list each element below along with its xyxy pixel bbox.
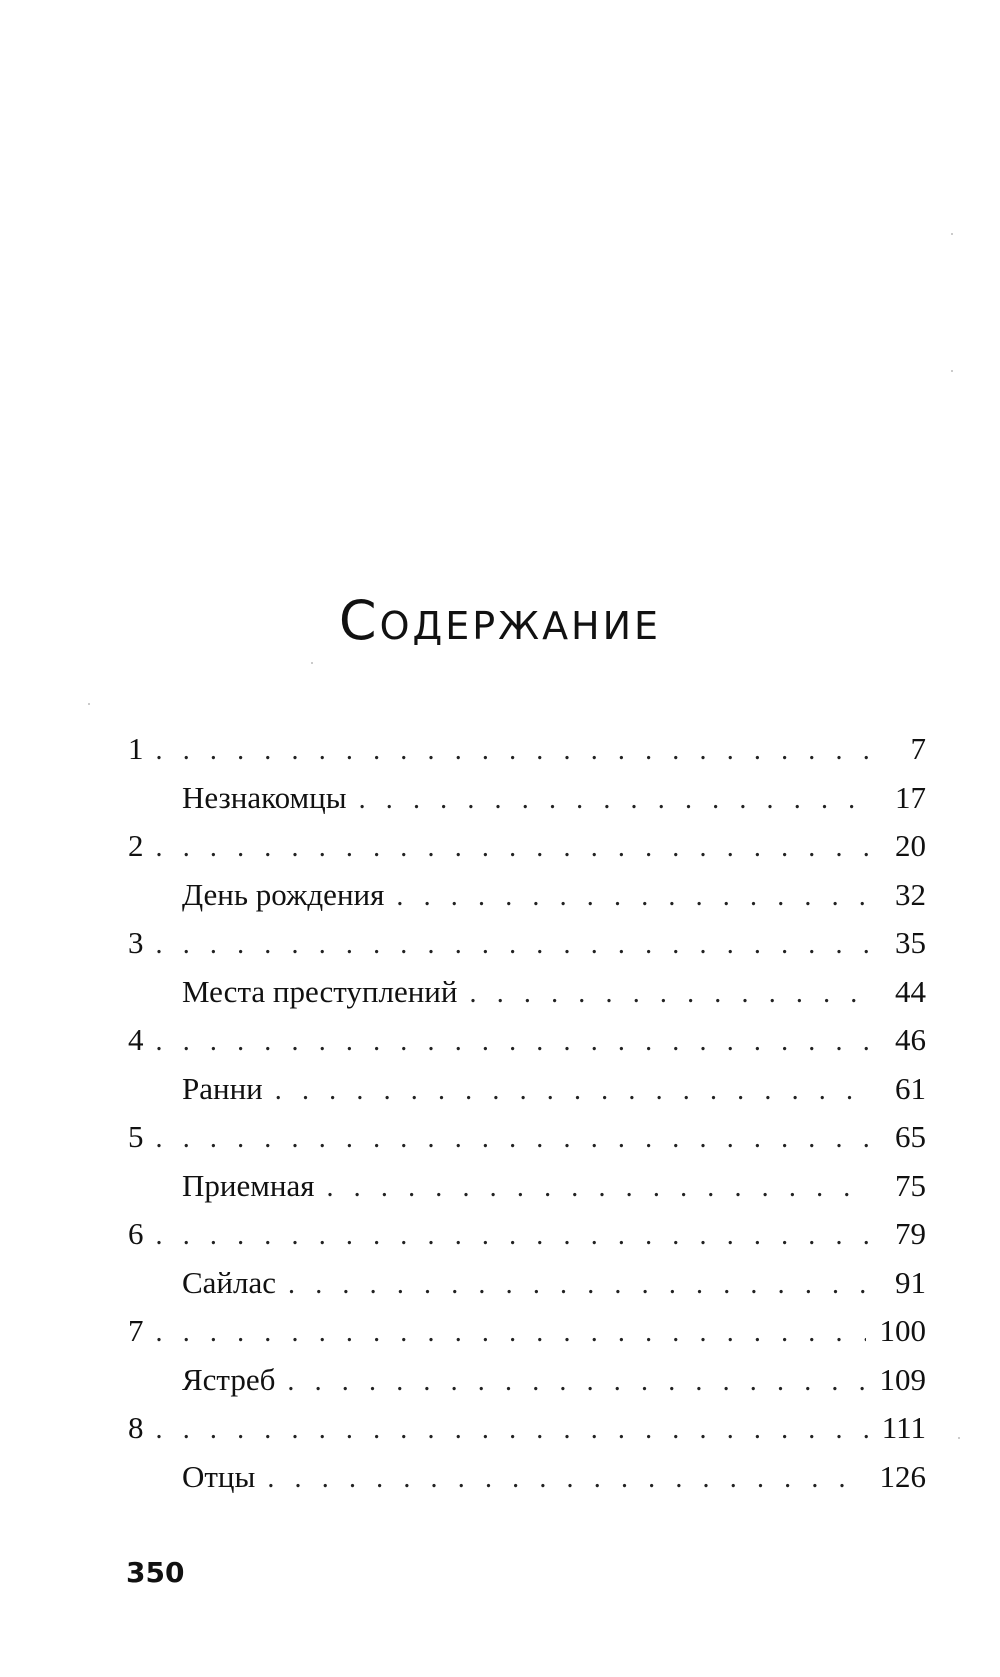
toc-entry-page: 46 — [895, 1022, 926, 1057]
toc-leader-dots — [287, 1358, 865, 1407]
paper-speck — [951, 233, 953, 235]
toc-entry-label: Отцы — [182, 1458, 256, 1494]
toc-entry-label: Ранни — [182, 1070, 263, 1106]
table-of-contents — [128, 725, 926, 1501]
toc-leader-dots — [326, 1164, 872, 1213]
toc-entry-label: Незнакомцы — [182, 779, 347, 815]
toc-entry-label: Приемная — [182, 1167, 315, 1203]
toc-entry-page: 79 — [895, 1216, 926, 1251]
toc-entry-page: 65 — [895, 1119, 926, 1154]
toc-entry — [128, 1307, 926, 1356]
toc-entry-page: 126 — [879, 1458, 926, 1494]
toc-entry-label: 5 — [128, 1119, 144, 1154]
toc-entry — [128, 1065, 926, 1114]
paper-speck — [951, 370, 953, 372]
toc-entry-page: 109 — [879, 1361, 926, 1397]
toc-leader-dots — [156, 921, 873, 970]
toc-leader-dots — [156, 1212, 873, 1261]
toc-entry-label: 4 — [128, 1022, 144, 1057]
toc-entry — [128, 725, 926, 774]
toc-entry — [128, 1453, 926, 1502]
toc-leader-dots — [156, 1018, 873, 1067]
toc-entry-page: 32 — [895, 876, 926, 912]
toc-entry-page: 75 — [895, 1167, 926, 1203]
toc-leader-dots — [396, 873, 872, 922]
toc-entry-label: День рождения — [182, 876, 385, 912]
paper-speck — [958, 1437, 960, 1439]
toc-entry-page: 61 — [895, 1070, 926, 1106]
toc-leader-dots — [288, 1261, 872, 1310]
toc-leader-dots — [156, 1406, 868, 1455]
toc-leader-dots — [470, 970, 873, 1019]
toc-leader-dots — [156, 1309, 866, 1358]
toc-entry — [128, 919, 926, 968]
toc-entry-page: 91 — [895, 1264, 926, 1300]
toc-entry — [128, 1016, 926, 1065]
toc-leader-dots — [359, 776, 872, 825]
toc-entry — [128, 968, 926, 1017]
paper-speck — [88, 703, 90, 705]
toc-entry-label: 3 — [128, 925, 144, 960]
toc-entry-label: 1 — [128, 731, 144, 766]
toc-leader-dots — [156, 727, 873, 776]
toc-entry — [128, 1162, 926, 1211]
toc-entry-page: 35 — [895, 925, 926, 960]
toc-entry — [128, 1113, 926, 1162]
toc-entry-label: 2 — [128, 828, 144, 863]
toc-entry-page: 7 — [910, 731, 926, 766]
toc-entry-page: 44 — [895, 973, 926, 1009]
toc-entry — [128, 1210, 926, 1259]
toc-entry-label: Места преступлений — [182, 973, 458, 1009]
toc-leader-dots — [156, 1115, 873, 1164]
toc-entry — [128, 774, 926, 823]
toc-entry-page: 17 — [895, 779, 926, 815]
page-title: Содержание — [338, 589, 662, 653]
toc-entry-label: 7 — [128, 1313, 144, 1348]
toc-entry-label: Сайлас — [182, 1264, 277, 1300]
toc-entry — [128, 1356, 926, 1405]
toc-entry-page: 20 — [895, 828, 926, 863]
toc-leader-dots — [156, 824, 873, 873]
toc-entry-label: 6 — [128, 1216, 144, 1251]
toc-entry-page: 100 — [879, 1313, 926, 1348]
paper-speck — [311, 662, 313, 664]
toc-leader-dots — [267, 1455, 865, 1504]
toc-entry-label: Ястреб — [182, 1361, 276, 1397]
toc-entry — [128, 1404, 926, 1453]
page-number: 350 — [126, 1556, 185, 1589]
toc-entry — [128, 871, 926, 920]
toc-entry — [128, 1259, 926, 1308]
toc-entry-label: 8 — [128, 1410, 144, 1445]
toc-entry — [128, 822, 926, 871]
toc-leader-dots — [275, 1067, 872, 1116]
toc-entry-page: 111 — [881, 1410, 926, 1445]
